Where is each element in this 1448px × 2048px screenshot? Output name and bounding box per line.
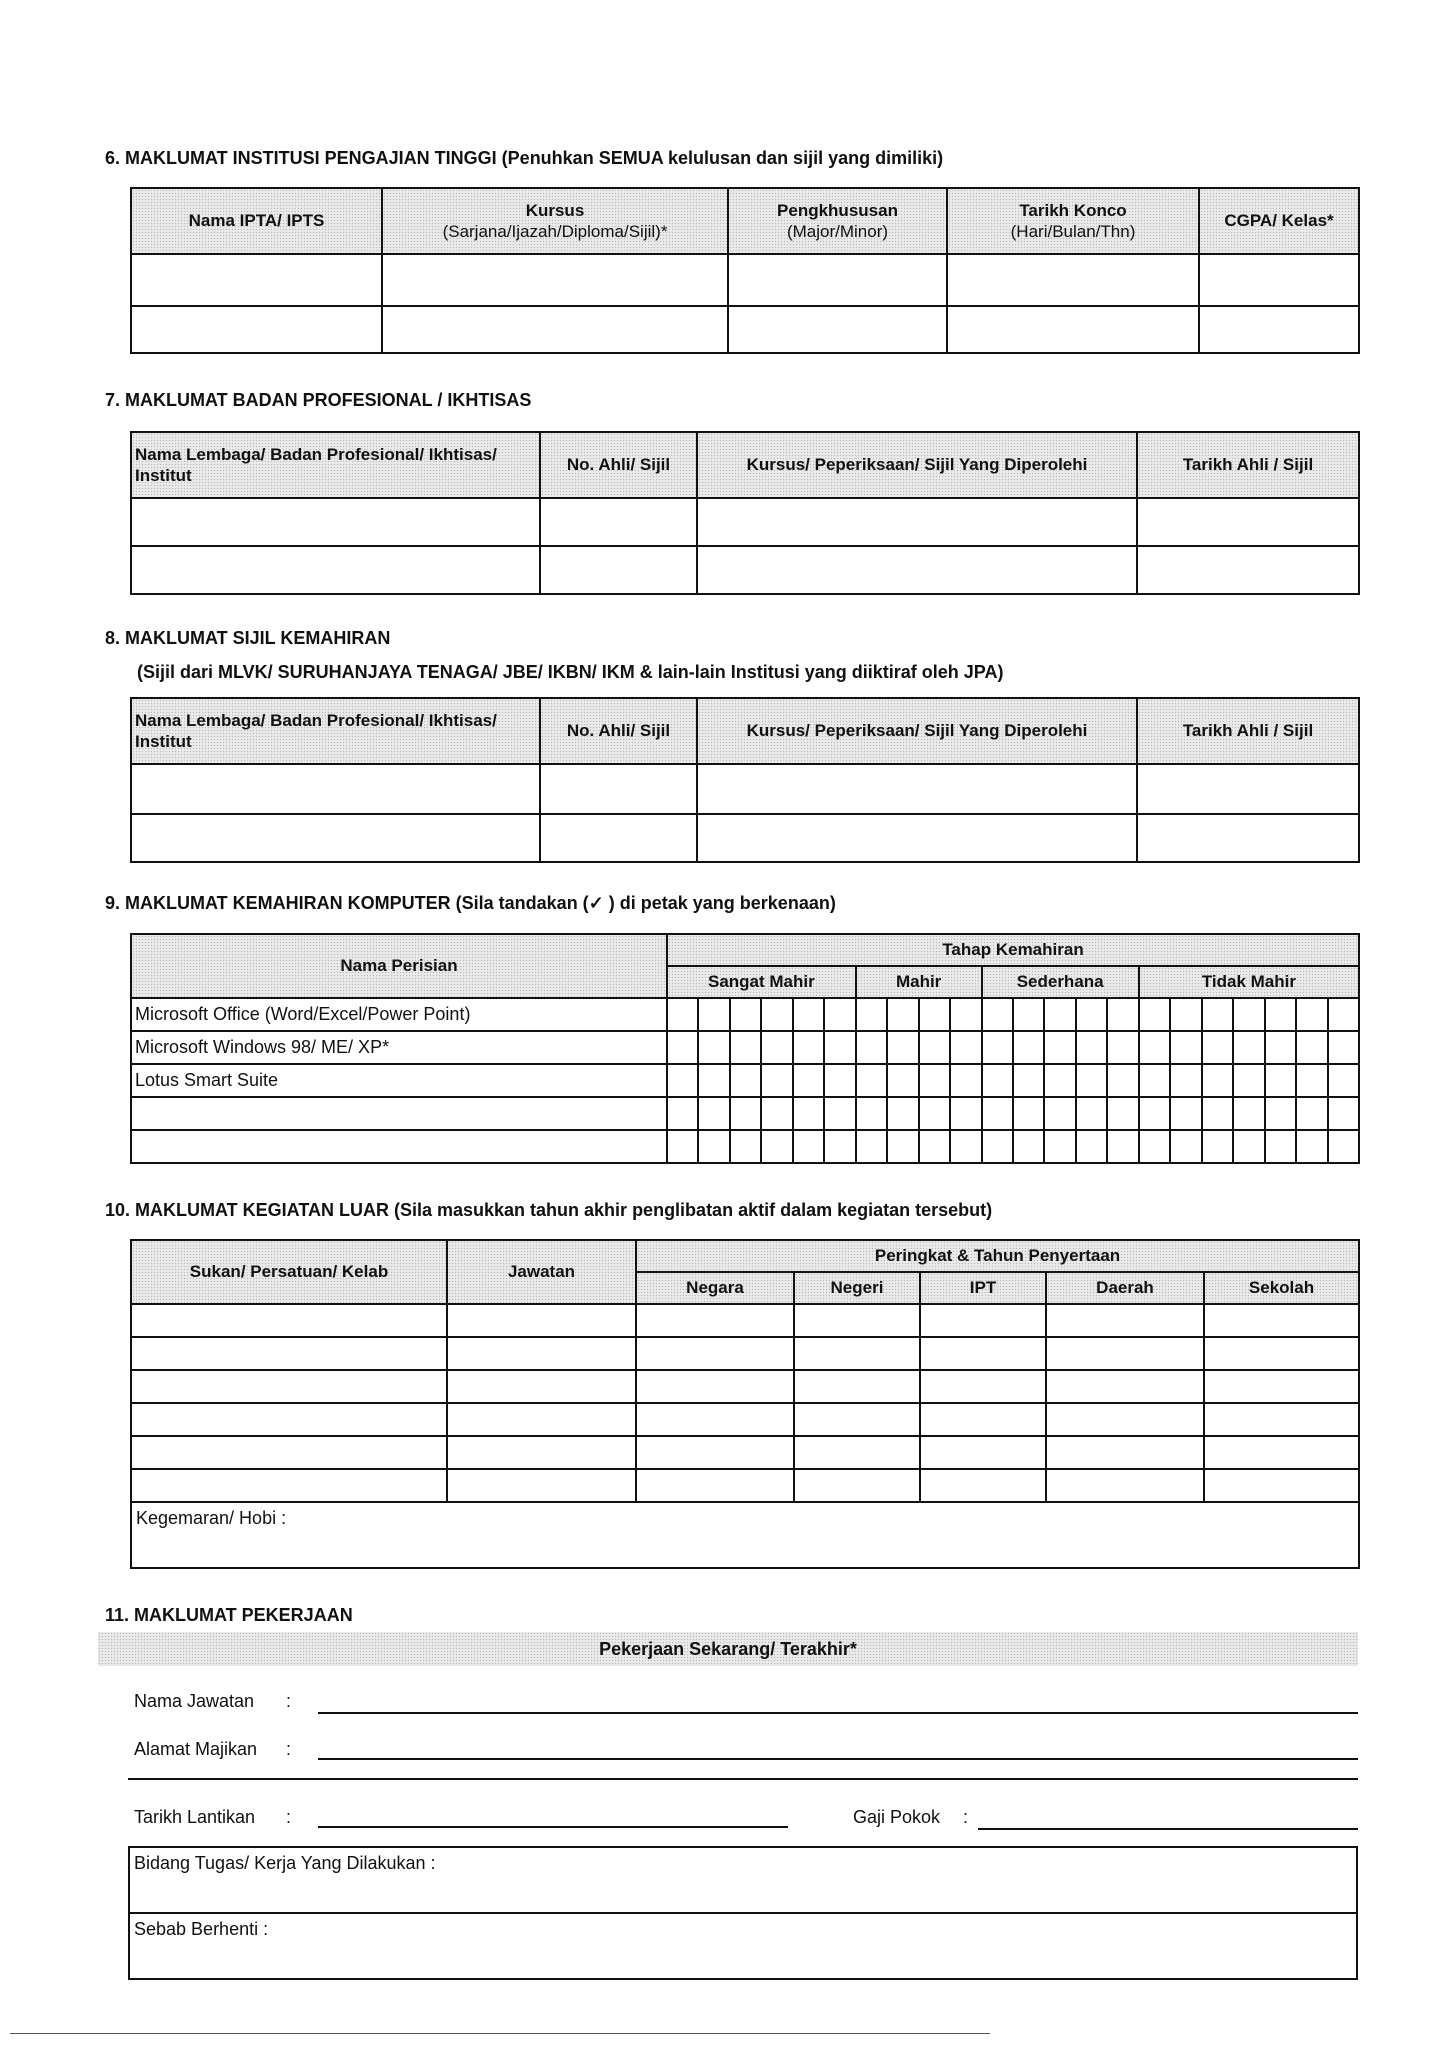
participation-year-cell[interactable] <box>794 1403 920 1436</box>
appointment-date-field[interactable] <box>318 1826 788 1834</box>
skill-checkbox[interactable] <box>982 998 1013 1031</box>
skill-checkbox[interactable] <box>761 998 792 1031</box>
col-software-name: Nama Perisian <box>131 934 667 998</box>
skill-checkbox[interactable] <box>1296 1097 1327 1130</box>
participation-year-cell[interactable] <box>1204 1436 1359 1469</box>
section-6-title: 6. MAKLUMAT INSTITUSI PENGAJIAN TINGGI (Penuhkan SEMUA kelulusan dan sijil yang dimiliki) <box>105 148 944 168</box>
participation-year-cell[interactable] <box>794 1469 920 1502</box>
participation-year-cell[interactable] <box>1046 1403 1204 1436</box>
participation-year-cell[interactable] <box>920 1337 1046 1370</box>
skill-checkbox[interactable] <box>887 1064 918 1097</box>
current-employment-band: Pekerjaan Sekarang/ Terakhir* <box>98 1632 1358 1666</box>
skill-checkbox[interactable] <box>1202 1130 1233 1163</box>
specialization-cell[interactable] <box>728 254 947 306</box>
skill-checkbox[interactable] <box>1265 1097 1296 1130</box>
participation-year-cell[interactable] <box>794 1304 920 1337</box>
skill-checkbox[interactable] <box>856 1064 887 1097</box>
col-course-exam: Kursus/ Peperiksaan/ Sijil Yang Diperolehi <box>697 432 1137 498</box>
member-date-cell[interactable] <box>1137 546 1359 594</box>
skill-checkbox[interactable] <box>982 1031 1013 1064</box>
table-row <box>131 1130 1359 1163</box>
skill-checkbox[interactable] <box>856 1130 887 1163</box>
table-row <box>131 814 1359 862</box>
skill-checkbox[interactable] <box>1107 1130 1138 1163</box>
skill-checkbox[interactable] <box>887 998 918 1031</box>
participation-year-cell[interactable] <box>1204 1403 1359 1436</box>
participation-year-cell[interactable] <box>1204 1469 1359 1502</box>
skill-checkbox[interactable] <box>1044 1064 1075 1097</box>
skill-checkbox[interactable] <box>919 998 950 1031</box>
skill-checkbox[interactable] <box>856 1031 887 1064</box>
employer-address-field-line-1[interactable] <box>318 1758 1358 1766</box>
hobby-field[interactable] <box>131 1502 1359 1568</box>
job-title-field[interactable] <box>318 1712 1358 1720</box>
skill-checkbox[interactable] <box>1013 1064 1044 1097</box>
skill-checkbox[interactable] <box>982 1097 1013 1130</box>
skill-checkbox[interactable] <box>698 1064 729 1097</box>
skill-checkbox[interactable] <box>1139 1064 1170 1097</box>
skill-checkbox[interactable] <box>1265 998 1296 1031</box>
employer-address-field-line-2[interactable] <box>128 1778 1358 1786</box>
skill-checkbox[interactable] <box>1265 1130 1296 1163</box>
skill-checkbox[interactable] <box>1328 1031 1360 1064</box>
skill-checkbox[interactable] <box>1296 998 1327 1031</box>
skill-checkbox[interactable] <box>1076 1031 1107 1064</box>
footer-divider <box>10 2033 990 2034</box>
skill-checkbox[interactable] <box>730 1130 761 1163</box>
skill-checkbox[interactable] <box>1202 998 1233 1031</box>
col-cgpa: CGPA/ Kelas* <box>1199 188 1359 254</box>
col-course-exam: Kursus/ Peperiksaan/ Sijil Yang Diperolehi <box>697 698 1137 764</box>
basic-salary-field[interactable] <box>978 1828 1358 1836</box>
table-row <box>131 1031 1359 1064</box>
skill-checkbox[interactable] <box>824 1031 855 1064</box>
participation-year-cell[interactable] <box>1204 1337 1359 1370</box>
institution-name-cell[interactable] <box>131 254 382 306</box>
col-level-sederhana: Sederhana <box>982 966 1139 998</box>
reason-left-field[interactable] <box>129 1913 1357 1979</box>
section-11-title: 11. MAKLUMAT PEKERJAAN <box>105 1605 353 1625</box>
course-cell[interactable] <box>382 306 728 353</box>
skill-certificate-table <box>130 697 1360 863</box>
skill-checkbox[interactable] <box>919 1031 950 1064</box>
computer-skills-table <box>130 933 1360 1164</box>
participation-year-cell[interactable] <box>636 1337 794 1370</box>
skill-checkbox[interactable] <box>1296 1031 1327 1064</box>
software-name-cell: Lotus Smart Suite <box>131 1064 667 1097</box>
section-9-title: 9. MAKLUMAT KEMAHIRAN KOMPUTER (Sila tandakan (✓ ) di petak yang berkenaan) <box>105 893 836 913</box>
skill-checkbox[interactable] <box>698 998 729 1031</box>
software-name-cell: Microsoft Windows 98/ ME/ XP* <box>131 1031 667 1064</box>
skill-checkbox[interactable] <box>1170 1130 1201 1163</box>
skill-checkbox[interactable] <box>1233 1064 1264 1097</box>
skill-checkbox[interactable] <box>1044 1097 1075 1130</box>
skill-checkbox[interactable] <box>1107 1064 1138 1097</box>
skill-checkbox[interactable] <box>824 1097 855 1130</box>
participation-year-cell[interactable] <box>920 1469 1046 1502</box>
skill-checkbox[interactable] <box>1328 1064 1360 1097</box>
employment-details-box <box>128 1846 1358 1980</box>
skill-checkbox[interactable] <box>950 1031 981 1064</box>
club-cell[interactable] <box>131 1370 447 1403</box>
skill-checkbox[interactable] <box>1107 1031 1138 1064</box>
table-row <box>131 1337 1359 1370</box>
skill-checkbox[interactable] <box>1170 1031 1201 1064</box>
colon: : <box>963 1807 969 1827</box>
skill-checkbox[interactable] <box>856 1097 887 1130</box>
institution-name-cell[interactable] <box>131 306 382 353</box>
table-row <box>131 1436 1359 1469</box>
skill-checkbox[interactable] <box>1076 1130 1107 1163</box>
section-7-title: 7. MAKLUMAT BADAN PROFESIONAL / IKHTISAS <box>105 390 532 410</box>
col-level-negeri: Negeri <box>794 1272 920 1304</box>
skill-checkbox[interactable] <box>1202 1097 1233 1130</box>
skill-checkbox[interactable] <box>793 1031 824 1064</box>
skill-checkbox[interactable] <box>950 1064 981 1097</box>
table-row <box>131 254 1359 306</box>
col-member-date: Tarikh Ahli / Sijil <box>1137 432 1359 498</box>
col-course: Kursus (Sarjana/Ijazah/Diploma/Sijil)* <box>382 188 728 254</box>
skill-checkbox[interactable] <box>1139 1097 1170 1130</box>
skill-checkbox[interactable] <box>824 1064 855 1097</box>
hobby-label: Kegemaran/ Hobi : <box>136 1508 287 1528</box>
body-name-cell[interactable] <box>131 764 540 814</box>
member-no-cell[interactable] <box>540 546 697 594</box>
skill-checkbox[interactable] <box>793 1130 824 1163</box>
participation-year-cell[interactable] <box>794 1436 920 1469</box>
body-name-cell[interactable] <box>131 814 540 862</box>
member-no-cell[interactable] <box>540 764 697 814</box>
participation-year-cell[interactable] <box>636 1304 794 1337</box>
table-row <box>131 498 1359 546</box>
member-no-cell[interactable] <box>540 814 697 862</box>
skill-checkbox[interactable] <box>730 998 761 1031</box>
position-cell[interactable] <box>447 1370 636 1403</box>
col-body-name: Nama Lembaga/ Badan Profesional/ Ikhtisas/ Institut <box>131 432 540 498</box>
col-level-sekolah: Sekolah <box>1204 1272 1359 1304</box>
skill-checkbox[interactable] <box>793 1064 824 1097</box>
participation-year-cell[interactable] <box>920 1304 1046 1337</box>
duties-label: Bidang Tugas/ Kerja Yang Dilakukan : <box>134 1853 436 1873</box>
col-level-mahir: Mahir <box>856 966 982 998</box>
skill-checkbox[interactable] <box>1044 998 1075 1031</box>
colon: : <box>286 1807 292 1827</box>
position-cell[interactable] <box>447 1337 636 1370</box>
skill-checkbox[interactable] <box>730 1064 761 1097</box>
skill-checkbox[interactable] <box>761 1130 792 1163</box>
skill-checkbox[interactable] <box>950 1097 981 1130</box>
skill-checkbox[interactable] <box>824 998 855 1031</box>
col-position: Jawatan <box>447 1240 636 1304</box>
participation-year-cell[interactable] <box>636 1403 794 1436</box>
skill-checkbox[interactable] <box>1013 1031 1044 1064</box>
skill-checkbox[interactable] <box>667 1097 698 1130</box>
section-8-title: 8. MAKLUMAT SIJIL KEMAHIRAN <box>105 628 391 648</box>
member-date-cell[interactable] <box>1137 764 1359 814</box>
skill-checkbox[interactable] <box>856 998 887 1031</box>
participation-year-cell[interactable] <box>920 1403 1046 1436</box>
col-skill-level: Tahap Kemahiran <box>667 934 1359 966</box>
graduation-date-cell[interactable] <box>947 254 1199 306</box>
skill-checkbox[interactable] <box>761 1097 792 1130</box>
skill-checkbox[interactable] <box>1265 1031 1296 1064</box>
skill-checkbox[interactable] <box>824 1130 855 1163</box>
skill-checkbox[interactable] <box>698 1130 729 1163</box>
club-cell[interactable] <box>131 1469 447 1502</box>
cgpa-cell[interactable] <box>1199 306 1359 353</box>
skill-checkbox[interactable] <box>919 1064 950 1097</box>
participation-year-cell[interactable] <box>636 1469 794 1502</box>
skill-checkbox[interactable] <box>698 1097 729 1130</box>
participation-year-cell[interactable] <box>1046 1337 1204 1370</box>
software-name-cell[interactable] <box>131 1130 667 1163</box>
professional-body-table <box>130 431 1360 595</box>
col-level-negara: Negara <box>636 1272 794 1304</box>
skill-checkbox[interactable] <box>1139 998 1170 1031</box>
participation-year-cell[interactable] <box>1046 1436 1204 1469</box>
col-member-date: Tarikh Ahli / Sijil <box>1137 698 1359 764</box>
skill-checkbox[interactable] <box>761 1064 792 1097</box>
table-row <box>131 764 1359 814</box>
table-row <box>131 1064 1359 1097</box>
skill-checkbox[interactable] <box>730 1097 761 1130</box>
software-name-cell[interactable] <box>131 1097 667 1130</box>
job-title-label: Nama Jawatan <box>134 1691 255 1711</box>
section-10-title: 10. MAKLUMAT KEGIATAN LUAR (Sila masukkan tahun akhir penglibatan aktif dalam kegiatan tersebut) <box>105 1200 993 1220</box>
col-club: Sukan/ Persatuan/ Kelab <box>131 1240 447 1304</box>
skill-checkbox[interactable] <box>1265 1064 1296 1097</box>
table-row <box>131 1403 1359 1436</box>
skill-checkbox[interactable] <box>919 1130 950 1163</box>
position-cell[interactable] <box>447 1304 636 1337</box>
skill-checkbox[interactable] <box>1233 998 1264 1031</box>
employer-address-label: Alamat Majikan <box>134 1739 258 1759</box>
skill-checkbox[interactable] <box>1044 1031 1075 1064</box>
skill-checkbox[interactable] <box>1013 998 1044 1031</box>
skill-checkbox[interactable] <box>1107 1097 1138 1130</box>
table-row <box>131 998 1359 1031</box>
skill-checkbox[interactable] <box>698 1031 729 1064</box>
participation-year-cell[interactable] <box>636 1436 794 1469</box>
skill-checkbox[interactable] <box>667 1031 698 1064</box>
skill-checkbox[interactable] <box>1233 1031 1264 1064</box>
member-date-cell[interactable] <box>1137 814 1359 862</box>
col-level-daerah: Daerah <box>1046 1272 1204 1304</box>
club-cell[interactable] <box>131 1337 447 1370</box>
position-cell[interactable] <box>447 1469 636 1502</box>
course-cell[interactable] <box>382 254 728 306</box>
skill-checkbox[interactable] <box>1170 1097 1201 1130</box>
col-body-name: Nama Lembaga/ Badan Profesional/ Ikhtisas/ Institut <box>131 698 540 764</box>
col-member-no: No. Ahli/ Sijil <box>540 432 697 498</box>
skill-checkbox[interactable] <box>887 1031 918 1064</box>
skill-checkbox[interactable] <box>1139 1130 1170 1163</box>
reason-left-label: Sebab Berhenti : <box>134 1919 269 1939</box>
software-name-cell: Microsoft Office (Word/Excel/Power Point) <box>131 998 667 1031</box>
skill-checkbox[interactable] <box>1202 1031 1233 1064</box>
club-cell[interactable] <box>131 1436 447 1469</box>
skill-checkbox[interactable] <box>982 1064 1013 1097</box>
skill-checkbox[interactable] <box>1296 1130 1327 1163</box>
col-member-no: No. Ahli/ Sijil <box>540 698 697 764</box>
participation-year-cell[interactable] <box>1046 1370 1204 1403</box>
skill-checkbox[interactable] <box>667 1130 698 1163</box>
colon: : <box>286 1739 292 1759</box>
participation-year-cell[interactable] <box>794 1337 920 1370</box>
participation-year-cell[interactable] <box>636 1370 794 1403</box>
skill-checkbox[interactable] <box>887 1097 918 1130</box>
table-row <box>131 1370 1359 1403</box>
table-row <box>131 306 1359 353</box>
participation-year-cell[interactable] <box>794 1370 920 1403</box>
participation-year-cell[interactable] <box>920 1370 1046 1403</box>
graduation-date-cell[interactable] <box>947 306 1199 353</box>
skill-checkbox[interactable] <box>793 1097 824 1130</box>
club-cell[interactable] <box>131 1403 447 1436</box>
skill-checkbox[interactable] <box>1296 1064 1327 1097</box>
position-cell[interactable] <box>447 1436 636 1469</box>
col-level-tidak-mahir: Tidak Mahir <box>1139 966 1359 998</box>
col-institution-name: Nama IPTA/ IPTS <box>131 188 382 254</box>
table-row <box>131 1097 1359 1130</box>
skill-checkbox[interactable] <box>950 1130 981 1163</box>
skill-checkbox[interactable] <box>1328 1130 1360 1163</box>
appointment-date-label: Tarikh Lantikan <box>134 1807 256 1827</box>
skill-checkbox[interactable] <box>1170 1064 1201 1097</box>
skill-checkbox[interactable] <box>667 998 698 1031</box>
skill-checkbox[interactable] <box>793 998 824 1031</box>
skill-checkbox[interactable] <box>1233 1130 1264 1163</box>
extracurricular-table <box>130 1239 1360 1569</box>
section-8-subtitle: (Sijil dari MLVK/ SURUHANJAYA TENAGA/ JBE/ IKBN/ IKM & lain-lain Institusi yang diiktiraf oleh JPA) <box>137 662 1004 682</box>
colon: : <box>286 1691 292 1711</box>
col-level-ipt: IPT <box>920 1272 1046 1304</box>
participation-year-cell[interactable] <box>920 1436 1046 1469</box>
course-exam-cell[interactable] <box>697 546 1137 594</box>
specialization-cell[interactable] <box>728 306 947 353</box>
skill-checkbox[interactable] <box>1013 1097 1044 1130</box>
participation-year-cell[interactable] <box>1204 1304 1359 1337</box>
skill-checkbox[interactable] <box>1328 998 1360 1031</box>
table-row <box>131 1469 1359 1502</box>
skill-checkbox[interactable] <box>1202 1064 1233 1097</box>
skill-checkbox[interactable] <box>982 1130 1013 1163</box>
table-row <box>131 1304 1359 1337</box>
course-exam-cell[interactable] <box>697 498 1137 546</box>
skill-checkbox[interactable] <box>1328 1097 1360 1130</box>
body-name-cell[interactable] <box>131 498 540 546</box>
col-graduation-date: Tarikh Konco (Hari/Bulan/Thn) <box>947 188 1199 254</box>
course-exam-cell[interactable] <box>697 764 1137 814</box>
course-exam-cell[interactable] <box>697 814 1137 862</box>
skill-checkbox[interactable] <box>1170 998 1201 1031</box>
body-name-cell[interactable] <box>131 546 540 594</box>
col-participation-level: Peringkat & Tahun Penyertaan <box>636 1240 1359 1272</box>
col-specialization: Pengkhususan (Major/Minor) <box>728 188 947 254</box>
skill-checkbox[interactable] <box>950 998 981 1031</box>
skill-checkbox[interactable] <box>1107 998 1138 1031</box>
skill-checkbox[interactable] <box>667 1064 698 1097</box>
skill-checkbox[interactable] <box>1076 1097 1107 1130</box>
club-cell[interactable] <box>131 1304 447 1337</box>
duties-field[interactable] <box>129 1847 1357 1913</box>
skill-checkbox[interactable] <box>1233 1097 1264 1130</box>
participation-year-cell[interactable] <box>1046 1304 1204 1337</box>
table-row <box>131 546 1359 594</box>
position-cell[interactable] <box>447 1403 636 1436</box>
skill-checkbox[interactable] <box>1076 1064 1107 1097</box>
participation-year-cell[interactable] <box>1046 1469 1204 1502</box>
skill-checkbox[interactable] <box>1139 1031 1170 1064</box>
basic-salary-label: Gaji Pokok <box>853 1807 941 1827</box>
higher-education-table <box>130 187 1360 354</box>
col-level-sangat-mahir: Sangat Mahir <box>667 966 856 998</box>
skill-checkbox[interactable] <box>1076 998 1107 1031</box>
skill-checkbox[interactable] <box>730 1031 761 1064</box>
skill-checkbox[interactable] <box>761 1031 792 1064</box>
skill-checkbox[interactable] <box>887 1130 918 1163</box>
member-no-cell[interactable] <box>540 498 697 546</box>
skill-checkbox[interactable] <box>919 1097 950 1130</box>
cgpa-cell[interactable] <box>1199 254 1359 306</box>
participation-year-cell[interactable] <box>1204 1370 1359 1403</box>
skill-checkbox[interactable] <box>1044 1130 1075 1163</box>
member-date-cell[interactable] <box>1137 498 1359 546</box>
skill-checkbox[interactable] <box>1013 1130 1044 1163</box>
